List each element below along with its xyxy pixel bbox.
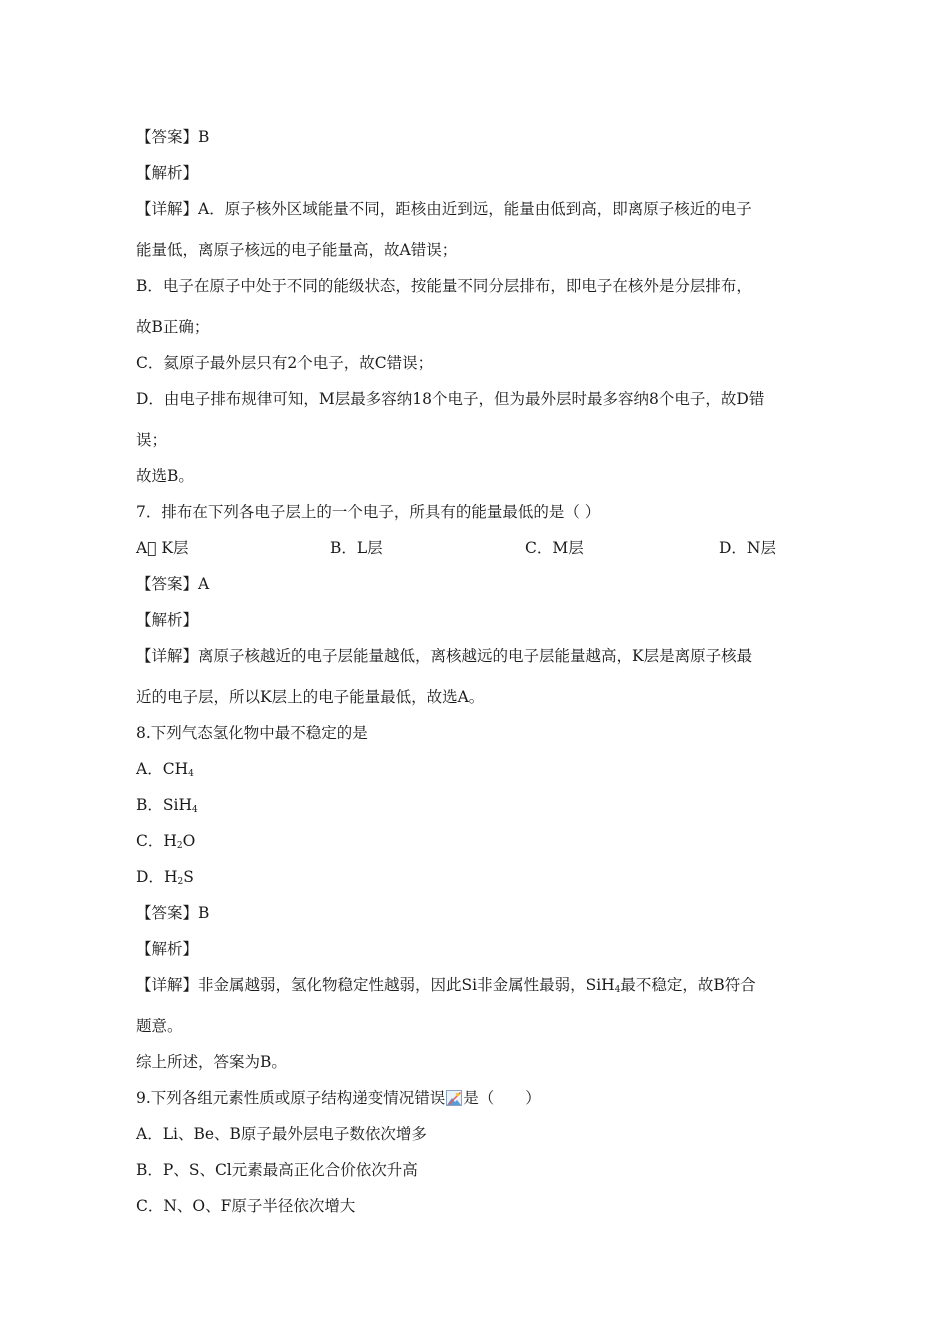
q8-option-a [136,759,194,779]
q8-option-a-subscript: 4 [188,769,194,779]
q9-option-b: B．P、S、Cl元素最高正化合价依次升高 [136,1161,418,1179]
q9-option-a: A．Li、Be、B原子最外层电子数依次增多 [136,1125,427,1143]
q8-option-d [136,867,194,887]
q8-option-d-label: D． [136,868,164,886]
q8-option-c-formula-post: O [182,832,196,850]
q7-option-c: C．M层 [525,539,584,557]
q8-option-c-formula-pre: H [163,832,177,850]
q6-answer: 【答案】B [136,128,210,146]
q8-answer: 【答案】B [136,904,210,922]
q8-option-a-formula: CH [162,760,189,778]
q6-option-b-line-1: B．电子在原子中处于不同的能级状态，按能量不同分层排布，即电子在核外是分层排布， [136,277,752,295]
q7-analysis-heading: 【解析】 [136,611,199,629]
q7-option-b: B．L层 [330,539,383,557]
q8-detail-text-post: 最不稳定，故B符合 [620,976,756,994]
q6-detail-line-1: 【详解】A．原子核外区域能量不同，距核由近到远，能量由低到高，即离原子核近的电子 [136,200,752,218]
q9-option-c: C．N、O、F原子半径依次增大 [136,1197,356,1215]
q7-option-d: D．N层 [719,539,776,557]
q6-detail-line-2: 能量低，离原子核远的电子能量高，故A错误； [136,241,458,259]
q9-stem-post: 是（ ） [463,1089,541,1107]
q8-option-b-label: B． [136,796,163,814]
q8-option-b-subscript: 4 [191,805,198,815]
q6-conclusion: 故选B。 [136,467,194,485]
q8-analysis-heading: 【解析】 [136,940,199,958]
q7-answer: 【答案】A [136,575,210,593]
q7-option-a: A⃞ K层 [136,539,189,557]
q6-option-d-line-1: D．由电子排布规律可知，M层最多容纳18个电子，但为最外层时最多容纳8个电子，故D错 [136,390,765,408]
q8-detail-text-pre: 【详解】非金属越弱，氢化物稳定性越弱，因此Si非金属性最弱，SiH [136,976,615,994]
q6-option-b-line-2: 故B正确； [136,318,210,336]
q8-detail-line-1 [136,975,756,995]
q6-analysis-heading: 【解析】 [136,164,199,182]
q8-detail-line-2: 题意。 [136,1017,183,1035]
q8-option-a-label: A． [136,760,163,778]
q8-option-c-label: C． [136,832,164,850]
q6-option-c: C．氦原子最外层只有2个电子，故C错误； [136,354,434,372]
q8-option-d-formula-pre: H [163,868,178,886]
q9-stem-pre: 9.下列各组元素性质或原子结构递变情况错误 [136,1089,446,1107]
q8-stem: 8.下列气态氢化物中最不稳定的是 [136,724,368,742]
q9-stem [136,1088,541,1108]
q8-option-b [136,795,198,815]
q8-detail-subscript: 4 [614,985,621,995]
q8-option-c [136,831,195,851]
broken-image-icon [446,1090,462,1106]
q7-stem: 7．排布在下列各电子层上的一个电子，所具有的能量最低的是（ ） [136,503,601,521]
q8-option-d-formula-post: S [183,868,194,886]
q6-option-d-line-2: 误； [136,431,168,449]
q8-option-c-subscript: 2 [176,841,183,851]
q7-detail-line-2: 近的电子层，所以K层上的电子能量最低，故选A。 [136,688,485,706]
q8-option-d-subscript: 2 [177,877,184,887]
q8-conclusion: 综上所述，答案为B。 [136,1053,287,1071]
q7-detail-line-1: 【详解】离原子核越近的电子层能量越低，离核越远的电子层能量越高，K层是离原子核最 [136,647,753,665]
q8-option-b-formula: SiH [162,796,192,814]
